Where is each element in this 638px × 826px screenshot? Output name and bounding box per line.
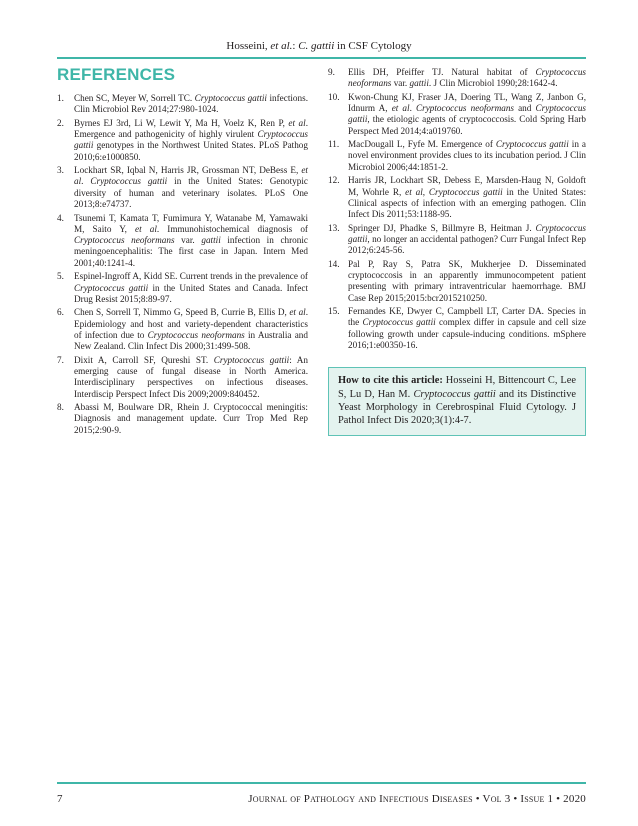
reference-number: 4.: [57, 212, 64, 223]
reference-text: infection in chronic meningoencephalitis: The first case in Japan. Intern Med 2001;40:1241-4.: [74, 235, 308, 268]
reference-text: ,: [422, 186, 429, 197]
reference-text: Fernandes KE, Dwyer C, Campbell LT, Carter DA. Species in the: [348, 306, 586, 328]
reference-text: : An emerging cause of fungal disease in North America. Interdisciplinary perspectives on infectious diseases. Interdiscip Perspect Infect Dis 2009;2009:840452.: [74, 354, 308, 399]
reference-text: var.: [174, 235, 202, 246]
running-head-rest: in CSF Cytology: [334, 40, 412, 52]
reference-text: , no longer an accidental pathogen? Curr Fungal Infect Rep 2012;6:245-56.: [348, 233, 586, 256]
reference-number: 9.: [328, 67, 335, 77]
reference-number: 6.: [57, 307, 64, 318]
reference-text: . Epidemiology and host and variety-dependent characteristics of infection due to: [74, 307, 309, 340]
reference-text: .: [409, 103, 416, 114]
reference-item: [57, 118, 308, 163]
running-head-sep: :: [292, 40, 299, 52]
right-column: [328, 67, 586, 436]
reference-text: Cryptococcus gattii: [74, 129, 308, 151]
reference-text: et al: [391, 103, 410, 114]
reference-item: [57, 307, 308, 352]
reference-item: [328, 67, 586, 90]
reference-item: [328, 175, 586, 220]
reference-text: in the United States: Clinical aspects of infection with an emerging pathogen. Clin Infect Dis 2011;53:1188-95.: [348, 186, 587, 220]
reference-text: genotypes in the Northwest United States. PLoS Pathog 2010;6:e1000850.: [74, 140, 308, 162]
reference-item: [57, 213, 308, 269]
reference-text: et al: [288, 117, 306, 128]
reference-text: in a novel environment provides clues to its incubation period. J Clin Microbiol 2006;44:1851-2.: [348, 139, 586, 172]
reference-text: Cryptococcus neoformans: [74, 235, 175, 246]
reference-text: Springer DJ, Phadke S, Billmyre B, Heitman J.: [348, 222, 536, 233]
page-number: 7: [57, 793, 63, 805]
reference-text: Cryptococcus neoformans: [415, 103, 514, 114]
reference-number: 13.: [328, 222, 340, 233]
reference-text: MacDougall L, Fyfe M. Emergence of: [348, 139, 496, 150]
reference-text: Cryptococcus gattii: [362, 317, 436, 328]
reference-text: Cryptococcus neoformans: [147, 329, 245, 340]
reference-text: et al: [135, 223, 157, 234]
reference-text: et al: [289, 307, 306, 318]
reference-text: Cryptococcus neoformans: [348, 67, 586, 89]
reference-text: Tsunemi T, Kamata T, Fumimura Y, Watanabe M, Yamawaki M, Saito Y,: [74, 212, 308, 234]
reference-number: 15.: [328, 306, 340, 317]
reference-item: [328, 92, 586, 137]
reference-text: Chen S, Sorrell T, Nimmo G, Speed B, Currie B, Ellis D,: [74, 307, 290, 318]
reference-number: 8.: [57, 402, 64, 413]
reference-text: Abassi M, Boulware DR, Rhein J. Cryptococcal meningitis: Diagnosis and management update. Curr Trop Med Rep 2015;2:90-9.: [74, 402, 308, 435]
how-to-cite-box: [328, 367, 586, 436]
reference-number: 2.: [57, 117, 64, 128]
citation-title-italic: Cryptococcus gattii: [413, 388, 496, 400]
running-head: [0, 40, 638, 53]
reference-text: Cryptococcus gattii: [74, 282, 149, 293]
reference-item: [328, 306, 586, 351]
reference-item: [328, 139, 586, 173]
reference-text: et al: [405, 186, 423, 197]
reference-list-left: [57, 93, 308, 436]
reference-text: Cryptococcus gattii: [348, 222, 586, 244]
reference-item: [57, 355, 308, 400]
reference-text: . Immunohistochemical diagnosis of: [156, 223, 308, 234]
citation-text-1: Hosseini H, Bittencourt C, Lee S, Lu D, Han M.: [338, 375, 576, 400]
reference-text: Byrnes EJ 3rd, Li W, Lewit Y, Ma H, Voelz K, Ren P,: [74, 117, 289, 128]
reference-text: Cryptococcus gattii: [428, 186, 503, 197]
reference-text: var.: [391, 78, 410, 89]
reference-number: 5.: [57, 271, 64, 282]
reference-text: and: [514, 103, 536, 114]
reference-list-right: [328, 67, 586, 351]
reference-text: .: [81, 176, 91, 187]
reference-text: Cryptococcus gattii: [194, 93, 267, 103]
reference-text: Harris JR, Lockhart SR, Debess E, Marsden-Haug N, Goldoft M, Wohrle R,: [348, 175, 586, 197]
reference-number: 3.: [57, 165, 64, 176]
reference-text: Chen SC, Meyer W, Sorrell TC.: [74, 93, 195, 103]
reference-text: et al: [74, 165, 308, 187]
reference-item: [57, 402, 308, 436]
reference-item: [328, 259, 586, 304]
reference-number: 12.: [328, 175, 340, 186]
reference-text: infections. Clin Microbiol Rev 2014;27:980-1024.: [74, 93, 308, 115]
reference-text: Espinel-Ingroff A, Kidd SE. Current trends in the prevalence of: [74, 271, 308, 282]
footer-journal: Journal of Pathology and Infectious Diseases • Vol 3 • Issue 1 • 2020: [248, 793, 586, 805]
reference-number: 7.: [57, 354, 64, 365]
reference-text: Cryptococcus gattii: [348, 103, 587, 125]
citation-text-2: and its Distinctive Yeast Morphology in Cerebrospinal Fluid Cytology. J Pathol Infect Dis 2020;3(1):4-7.: [338, 388, 577, 427]
references-heading: REFERENCES: [57, 65, 176, 84]
running-head-species: C. gattii: [298, 40, 335, 52]
reference-text: Cryptococcus gattii: [90, 176, 168, 187]
reference-text: Kwon-Chung KJ, Fraser JA, Doering TL, Wang Z, Janbon G, Idnurm A,: [348, 91, 586, 114]
footer-rule: [57, 782, 586, 784]
reference-text: Cryptococcus gattii: [495, 139, 569, 150]
reference-text: gattii: [201, 235, 221, 246]
reference-text: Ellis DH, Pfeiffer TJ. Natural habitat of: [348, 67, 536, 77]
reference-text: complex differ in capsule and cell size following growth under capsule-inducing conditions. mSphere 2016;1:e00350-16.: [348, 317, 586, 350]
reference-item: [57, 93, 308, 116]
header-rule: [57, 57, 586, 59]
reference-text: in Australia and New Zealand. Clin Infect Dis 2000;31:499-508.: [74, 329, 308, 352]
reference-text: . J Clin Microbiol 1990;28:1642-4.: [428, 78, 558, 89]
reference-number: 1.: [57, 93, 64, 103]
reference-text: in the United States and Canada. Infect Drug Resist 2015;8:89-97.: [74, 282, 308, 304]
reference-text: gattii: [409, 78, 429, 89]
reference-text: Lockhart SR, Iqbal N, Harris JR, Grossman NT, DeBess E,: [74, 165, 302, 176]
reference-item: [57, 271, 308, 305]
reference-text: in the United States: Genotypic diversity of human and veterinary isolates. PLoS One 2013;8:e74737.: [74, 176, 309, 210]
reference-text: . Emergence and pathogenicity of highly virulent: [74, 117, 308, 140]
how-to-cite-label: How to cite this article:: [338, 375, 443, 387]
reference-number: 10.: [328, 91, 340, 102]
left-column: [57, 64, 308, 438]
reference-number: 14.: [328, 258, 340, 269]
reference-item: [57, 165, 308, 210]
reference-text: Cryptococcus gattii: [213, 354, 290, 365]
running-head-etal: et al.: [270, 40, 293, 52]
reference-text: , the etiologic agents of cryptococcosis. Cold Spring Harb Perspect Med 2014;4:a019760.: [348, 114, 586, 136]
reference-number: 11.: [328, 139, 340, 150]
reference-text: Dixit A, Carroll SF, Qureshi ST.: [74, 354, 214, 365]
reference-item: [328, 223, 586, 257]
reference-text: Pal P, Ray S, Patra SK, Mukherjee D. Disseminated cryptococcosis in an apparently immunocompetent patient presenting with primary intraventricular haemorrhage. BMJ Case Rep 2015;2015:bcr2015210250.: [348, 258, 586, 303]
running-head-authors: Hosseini,: [226, 40, 271, 52]
